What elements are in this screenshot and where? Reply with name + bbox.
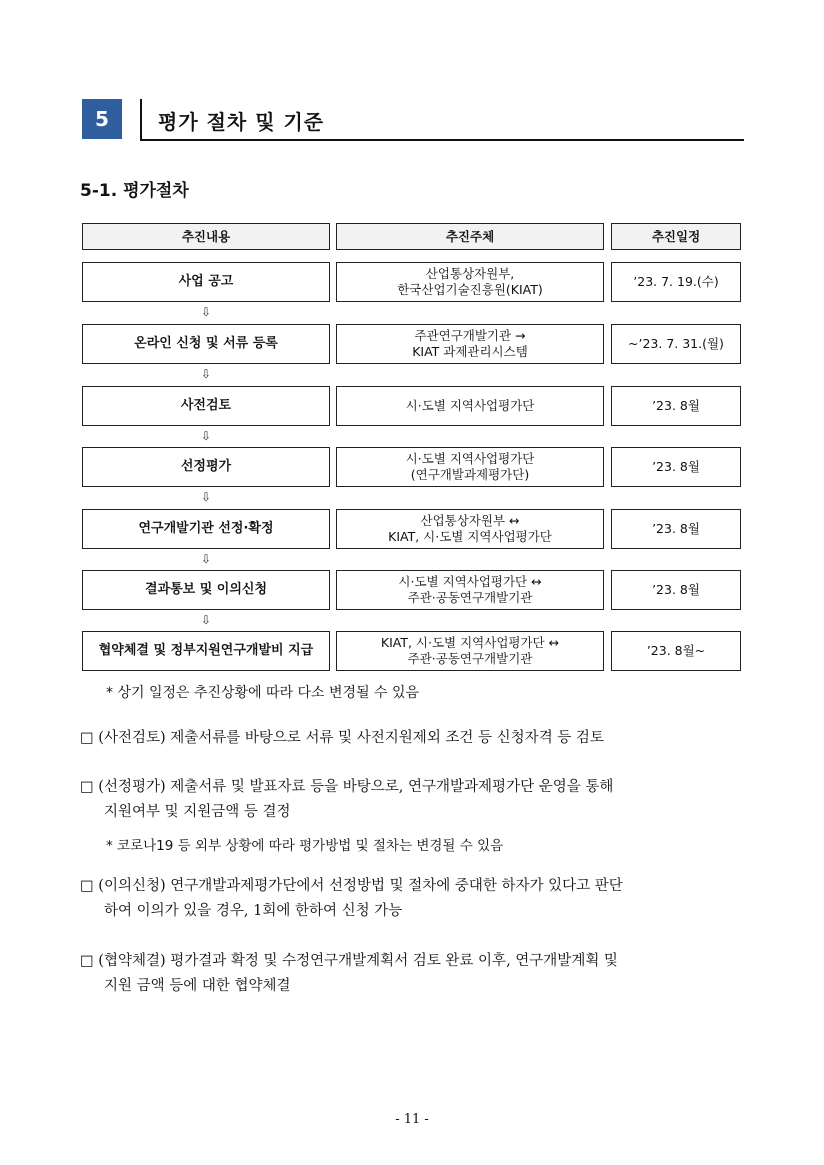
step-schedule: ’23. 8월: [611, 570, 741, 610]
step-content: 결과통보 및 이의신청: [82, 570, 330, 610]
paragraph-selection: [80, 775, 613, 825]
step-content: 온라인 신청 및 서류 등록: [82, 324, 330, 364]
step-content: 연구개발기관 선정·확정: [82, 509, 330, 549]
step-agent-line: KIAT 과제관리시스템: [412, 344, 528, 359]
step-agent: [336, 386, 604, 426]
header-content: 추진내용: [82, 223, 330, 250]
step-schedule: ’23. 8월: [611, 386, 741, 426]
paragraph-line: □ (사전검토) 제출서류를 바탕으로 서류 및 사전지원제외 조건 등 신청자격 등 검토: [80, 730, 604, 746]
step-agent: [336, 447, 604, 487]
step-agent: [336, 570, 604, 610]
step-agent-line: 한국산업기술진흥원(KIAT): [397, 282, 543, 297]
paragraph-line: □ (이의신청) 연구개발과제평가단에서 선정방법 및 절차에 중대한 하자가 있다고 판단: [80, 878, 623, 894]
step-agent-line: 시·도별 지역사업평가단: [405, 451, 535, 466]
step-agent-line: 산업통상자원부,: [425, 266, 515, 281]
paragraph-line-indent: 지원 금액 등에 대한 협약체결: [104, 978, 291, 994]
step-agent: [336, 509, 604, 549]
section-underline: [140, 139, 744, 141]
paragraph-appeal: [80, 874, 623, 924]
step-agent-line: 시·도별 지역사업평가단 ↔: [398, 574, 542, 589]
step-agent-line: 주관·공동연구개발기관: [407, 590, 533, 605]
down-arrow-icon: ⇩: [200, 367, 212, 381]
section-divider: [140, 99, 142, 139]
step-schedule: ’23. 8월~: [611, 631, 741, 671]
paragraph-review: [80, 726, 604, 751]
step-agent-line: 주관·공동연구개발기관: [407, 651, 533, 666]
section-number-badge: 5: [82, 99, 122, 139]
paragraph-line-indent: 하여 이의가 있을 경우, 1회에 한하여 신청 가능: [104, 903, 403, 919]
schedule-note: * 상기 일정은 추진상황에 따라 다소 변경될 수 있음: [106, 685, 420, 701]
covid-note: * 코로나19 등 외부 상황에 따라 평가방법 및 절차는 변경될 수 있음: [106, 838, 504, 854]
down-arrow-icon: ⇩: [200, 305, 212, 319]
step-agent-line: KIAT, 시·도별 지역사업평가단: [388, 529, 552, 544]
header-agent: 추진주체: [336, 223, 604, 250]
paragraph-line: □ (선정평가) 제출서류 및 발표자료 등을 바탕으로, 연구개발과제평가단 운영을 통해: [80, 779, 614, 795]
step-schedule: ’23. 8월: [611, 447, 741, 487]
step-content: 협약체결 및 정부지원연구개발비 지급: [82, 631, 330, 671]
step-agent: [336, 262, 604, 302]
section-title: 평가 절차 및 기준: [158, 110, 325, 134]
step-agent-line: 산업통상자원부 ↔: [420, 513, 520, 528]
step-schedule: ’23. 8월: [611, 509, 741, 549]
step-agent-line: 시·도별 지역사업평가단: [405, 398, 535, 413]
step-agent-line: 주관연구개발기관 →: [414, 328, 526, 343]
paragraph-line-indent: 지원여부 및 지원금액 등 결정: [104, 804, 291, 820]
down-arrow-icon: ⇩: [200, 490, 212, 504]
step-agent: [336, 324, 604, 364]
header-schedule: 추진일정: [611, 223, 741, 250]
paragraph-agreement: [80, 949, 618, 999]
step-schedule: ’23. 7. 19.(수): [611, 262, 741, 302]
paragraph-line: □ (협약체결) 평가결과 확정 및 수정연구개발계획서 검토 완료 이후, 연구개발계획 및: [80, 953, 618, 969]
subsection-title: 5-1. 평가절차: [80, 181, 189, 201]
down-arrow-icon: ⇩: [200, 429, 212, 443]
step-agent-line: KIAT, 시·도별 지역사업평가단 ↔: [380, 635, 560, 650]
step-agent-line: (연구개발과제평가단): [410, 467, 530, 482]
page-number: - 11 -: [395, 1112, 429, 1127]
step-content: 선정평가: [82, 447, 330, 487]
step-content: 사업 공고: [82, 262, 330, 302]
step-agent: [336, 631, 604, 671]
step-schedule: ~’23. 7. 31.(월): [611, 324, 741, 364]
down-arrow-icon: ⇩: [200, 613, 212, 627]
down-arrow-icon: ⇩: [200, 552, 212, 566]
step-content: 사전검토: [82, 386, 330, 426]
